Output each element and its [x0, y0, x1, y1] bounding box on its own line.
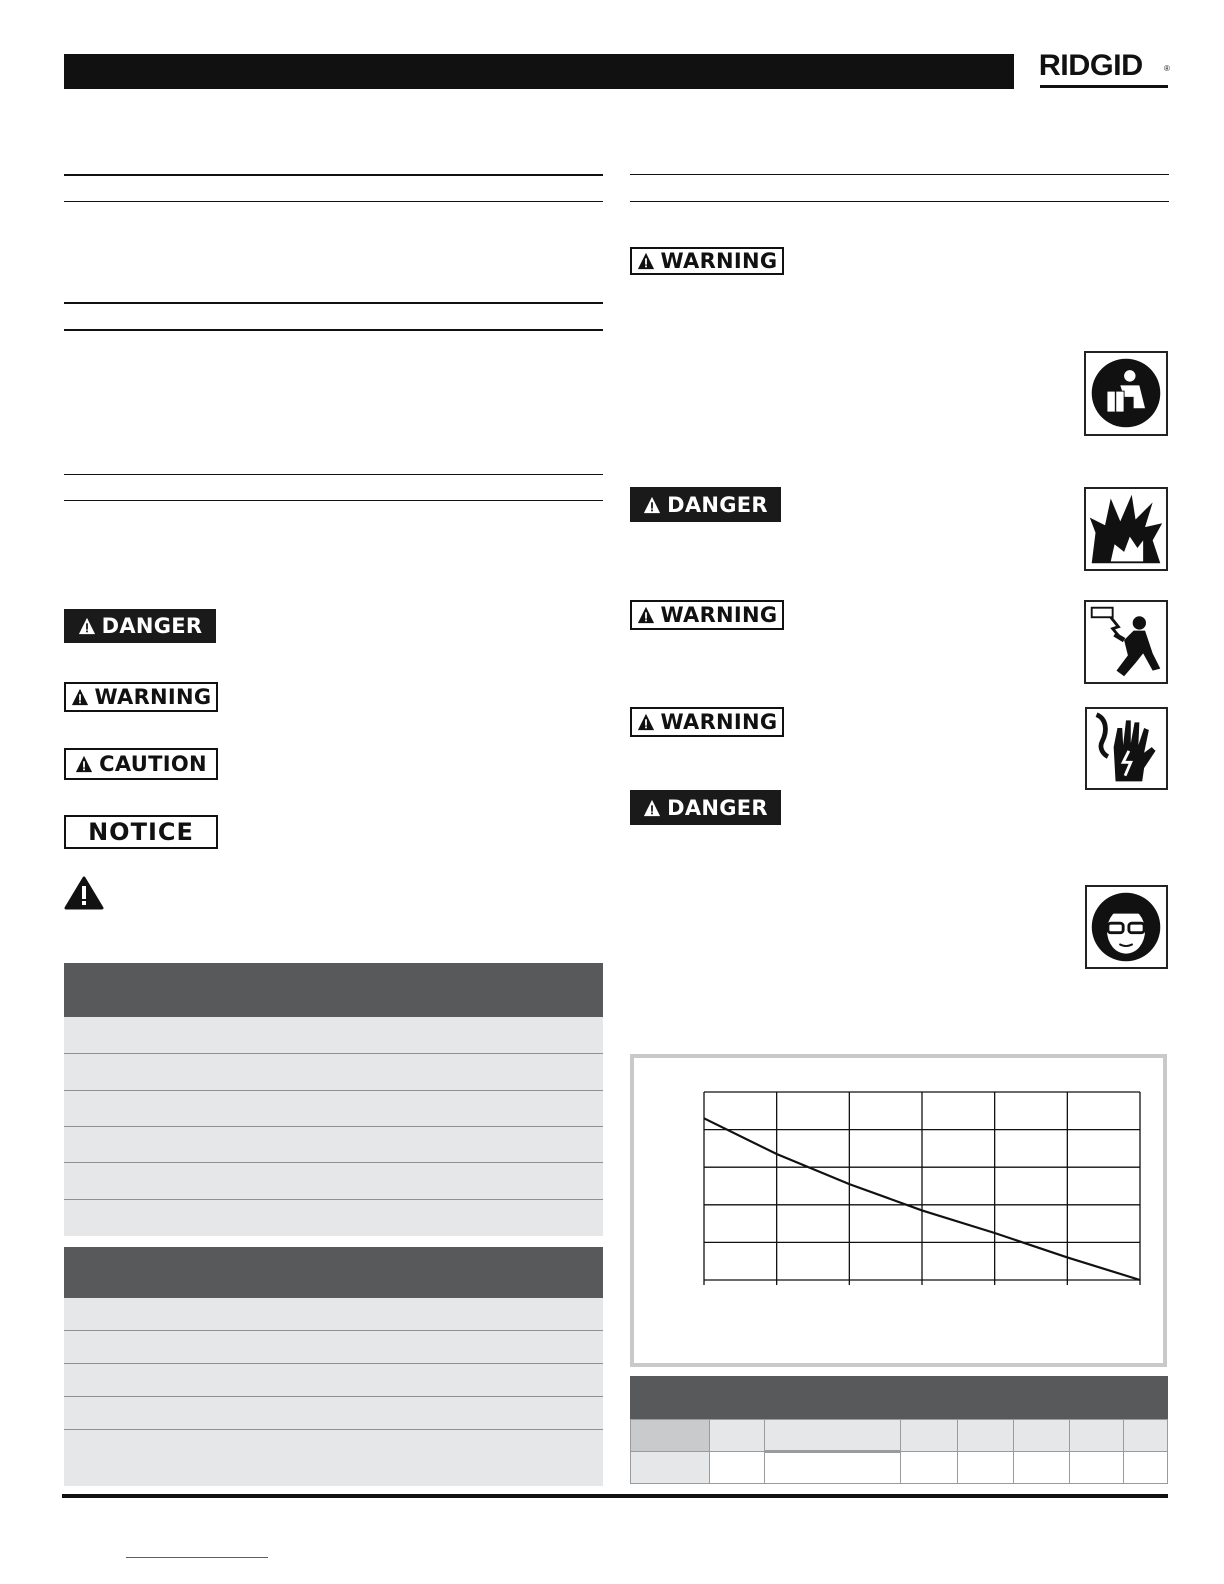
table-cell — [631, 1452, 710, 1484]
warning-badge — [630, 247, 784, 275]
table-row — [64, 1430, 603, 1486]
logo-underline — [1040, 85, 1168, 88]
table-cell — [765, 1452, 901, 1484]
table-cell — [958, 1420, 1014, 1452]
table-row — [64, 1397, 603, 1430]
notice-label: NOTICE — [88, 818, 194, 846]
registered-mark: ® — [1164, 64, 1170, 73]
table-cell — [710, 1452, 765, 1484]
danger-badge — [64, 609, 216, 643]
table-cell — [1014, 1420, 1070, 1452]
table-cell — [901, 1420, 958, 1452]
eye-protection-icon — [1085, 885, 1168, 969]
section-rule-bottom — [64, 500, 603, 501]
table-row — [64, 1331, 603, 1364]
table-row — [64, 1298, 603, 1331]
table-cell — [1014, 1452, 1070, 1484]
table-cell — [631, 1420, 710, 1452]
warning-label: WARNING — [660, 710, 778, 734]
table-row — [64, 1054, 603, 1091]
footer-rule — [62, 1494, 1168, 1498]
table-row — [64, 1200, 603, 1236]
danger-label: DANGER — [101, 614, 203, 638]
warning-label: WARNING — [94, 685, 212, 709]
table-row — [64, 1364, 603, 1397]
data-table — [630, 1419, 1168, 1484]
brand-name: RIDGID — [1038, 49, 1143, 82]
alert-triangle-icon — [75, 755, 93, 773]
table-cell — [1070, 1420, 1124, 1452]
table-row — [64, 1127, 603, 1163]
caution-badge — [64, 748, 218, 780]
alert-triangle-icon — [637, 713, 655, 731]
table-header — [630, 1376, 1168, 1419]
electric-shock-icon — [1084, 600, 1168, 684]
ridgid-logo — [1040, 48, 1170, 90]
hand-shock-icon — [1085, 707, 1168, 790]
explosion-hazard-icon — [1084, 487, 1168, 571]
section-rule-bottom — [64, 201, 603, 202]
warning-label: WARNING — [660, 603, 778, 627]
section-rule-top — [64, 474, 603, 475]
danger-badge — [630, 790, 781, 825]
table-cell — [1124, 1420, 1168, 1452]
section-rule-top — [64, 302, 603, 304]
alert-triangle-icon — [643, 799, 661, 817]
table-cell — [958, 1452, 1014, 1484]
alert-triangle-icon — [643, 496, 661, 514]
line-chart — [690, 1084, 1150, 1290]
header-bar — [64, 54, 1014, 89]
alert-triangle-icon — [71, 688, 89, 706]
alert-triangle-icon — [637, 606, 655, 624]
section-rule-bottom — [64, 329, 603, 331]
section-rule-top — [64, 174, 603, 176]
table-cell — [901, 1452, 958, 1484]
danger-badge — [630, 487, 781, 522]
table-cell — [1070, 1452, 1124, 1484]
footer-link-underline — [126, 1557, 268, 1558]
notice-badge — [64, 815, 218, 849]
warning-badge — [630, 707, 784, 737]
table-cell — [1124, 1452, 1168, 1484]
read-manual-icon — [1084, 351, 1168, 436]
danger-label: DANGER — [667, 492, 768, 517]
alert-triangle-icon — [637, 252, 655, 270]
section-rule-top — [630, 174, 1169, 175]
section-rule-bottom — [630, 201, 1169, 202]
alert-triangle-icon — [78, 617, 96, 635]
table-cell — [710, 1420, 765, 1452]
warning-badge — [64, 682, 218, 712]
caution-label: CAUTION — [99, 752, 207, 776]
danger-label: DANGER — [667, 795, 768, 820]
table-header — [64, 1247, 603, 1298]
table-cell — [765, 1420, 901, 1452]
table-row — [64, 1163, 603, 1200]
table-header — [64, 963, 603, 1017]
warning-badge — [630, 600, 784, 630]
warning-label: WARNING — [660, 249, 778, 273]
alert-triangle-icon — [64, 876, 104, 910]
table-row — [64, 1091, 603, 1127]
table-row — [64, 1017, 603, 1054]
